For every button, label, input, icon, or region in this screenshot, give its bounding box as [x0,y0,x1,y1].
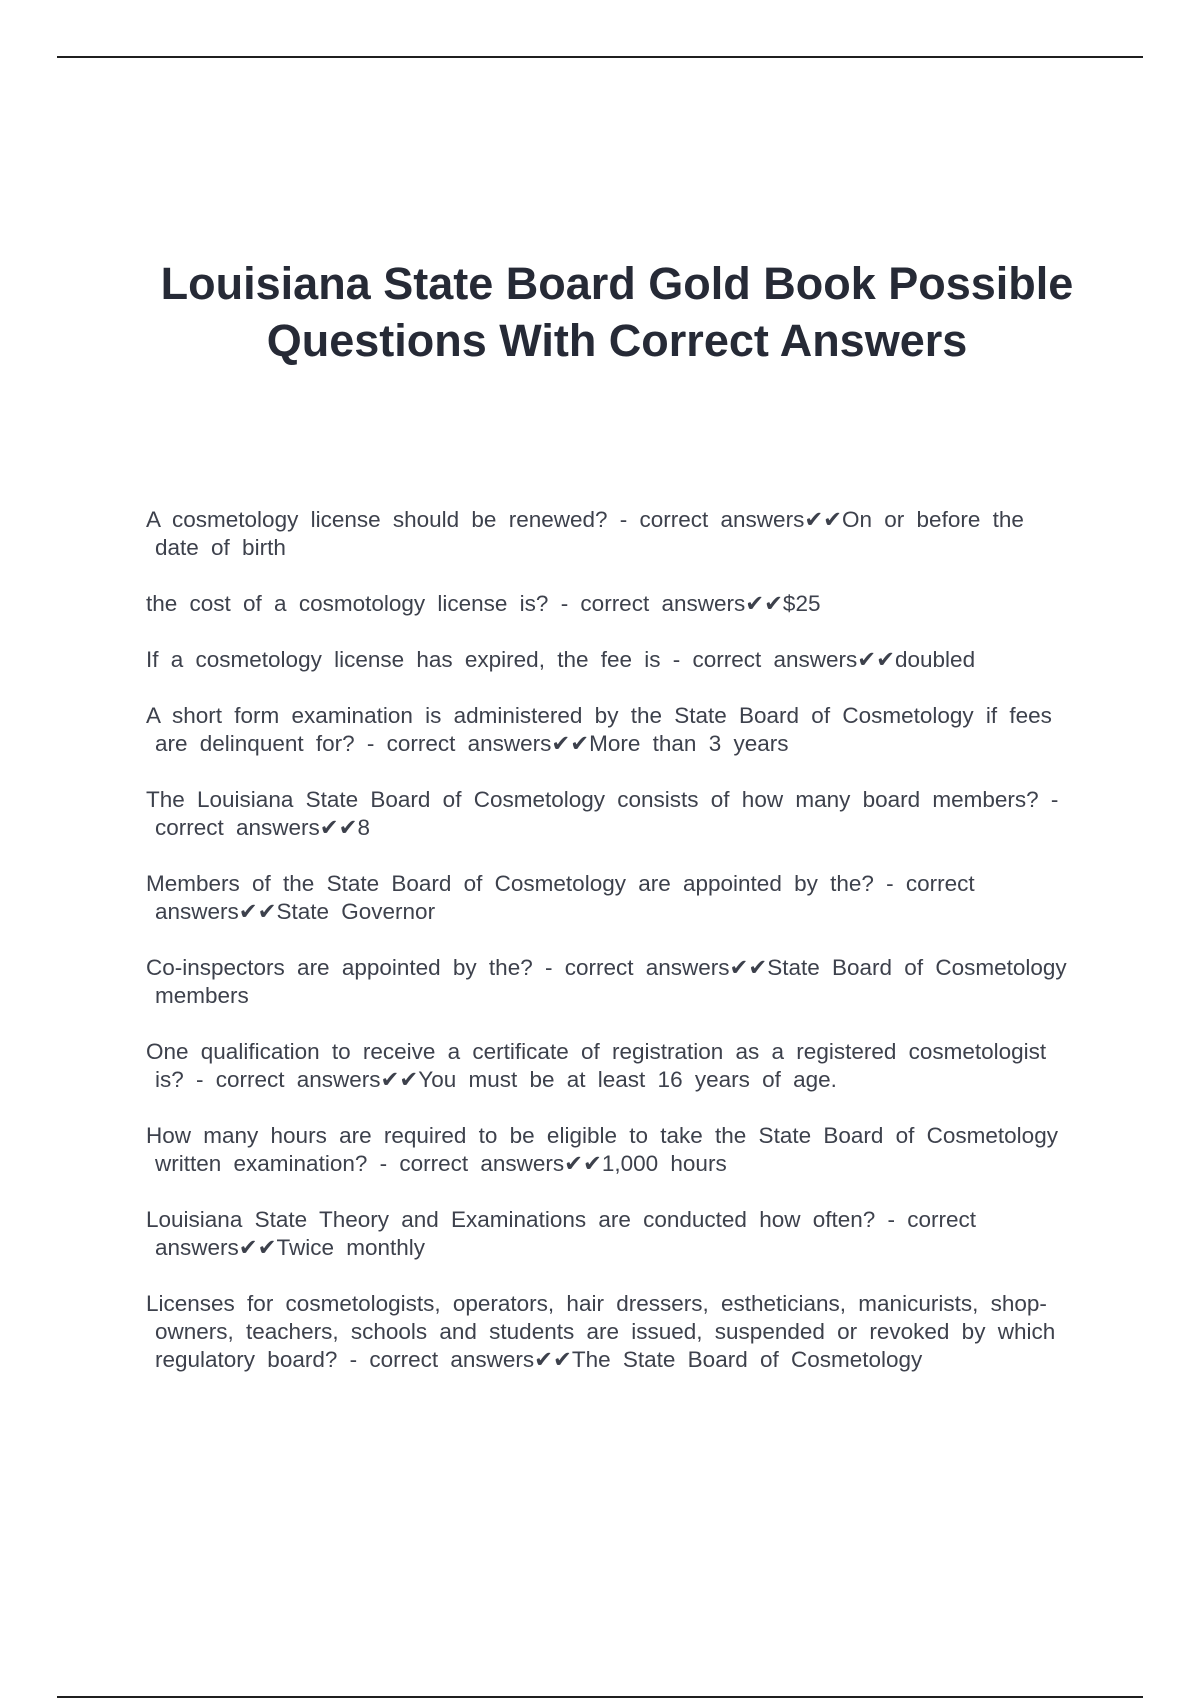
bottom-rule [57,1696,1143,1698]
qa-item: the cost of a cosmotology license is? - correct answers✔✔$25 [146,591,821,616]
qa-item: How many hours are required to be eligible to take the State Board of Cosmetology written examination? - correct answers✔✔1,000 hours [146,1123,1058,1176]
qa-item: The Louisiana State Board of Cosmetology consists of how many board members? - correct answers✔✔8 [146,787,1059,840]
qa-item: One qualification to receive a certificate of registration as a registered cosmetologist is? - correct answers✔✔You must be at least 16 years of age. [146,1039,1047,1092]
document-title: Louisiana State Board Gold Book Possible Questions With Correct Answers [160,258,1074,366]
qa-item: A short form examination is administered by the State Board of Cosmetology if fees are delinquent for? - correct answers✔✔More than 3 years [146,703,1052,756]
qa-item: Licenses for cosmetologists, operators, hair dressers, estheticians, manicurists, shop-owners, teachers, schools and students are issued, suspended or revoked by which regulatory board? - correct answers✔✔The State Board of Cosmetology [146,1291,1056,1372]
qa-item: Co-inspectors are appointed by the? - correct answers✔✔State Board of Cosmetology members [146,955,1067,1008]
qa-item: A cosmetology license should be renewed? - correct answers✔✔On or before the date of birth [146,507,1024,560]
top-rule [57,56,1143,58]
qa-item: Louisiana State Theory and Examinations are conducted how often? - correct answers✔✔Twice monthly [146,1207,977,1260]
qa-item: If a cosmetology license has expired, the fee is - correct answers✔✔doubled [146,647,976,672]
qa-list [146,506,1076,1402]
qa-item: Members of the State Board of Cosmetology are appointed by the? - correct answers✔✔State Governor [146,871,975,924]
